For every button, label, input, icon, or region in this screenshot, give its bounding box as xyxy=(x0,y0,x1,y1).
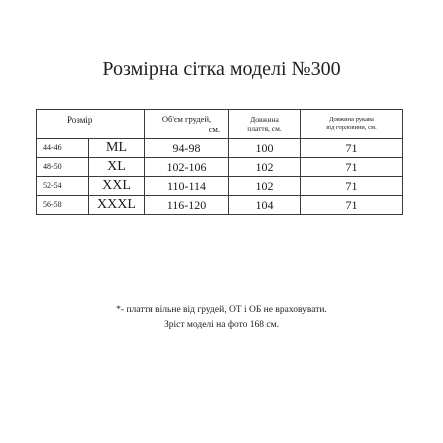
header-length-line1: Довжина xyxy=(250,114,279,124)
header-size: Розмір xyxy=(37,110,145,139)
header-length xyxy=(229,110,301,139)
sleeve-value: 71 xyxy=(301,177,403,196)
size-letter: XXXL xyxy=(89,196,145,215)
table-row xyxy=(37,196,403,215)
bust-value: 94-98 xyxy=(145,139,229,158)
length-value: 102 xyxy=(229,158,301,177)
footnote-model-height: Зріст моделі на фото 168 см. xyxy=(163,320,280,330)
size-letter: XL xyxy=(89,158,145,177)
length-value: 104 xyxy=(229,196,301,215)
header-length-line2: плаття, см. xyxy=(247,124,282,133)
bust-value: 102-106 xyxy=(145,158,229,177)
header-bust-line1: Об'єм грудей, xyxy=(161,113,212,124)
length-value: 102 xyxy=(229,177,301,196)
sleeve-value: 71 xyxy=(301,139,403,158)
table-row xyxy=(37,177,403,196)
size-range: 48-50 xyxy=(37,158,89,177)
header-bust-line2: см. xyxy=(208,124,220,134)
length-value: 100 xyxy=(229,139,301,158)
size-letter: XXL xyxy=(89,177,145,196)
header-sleeve-line1: Довжина рукава xyxy=(329,115,374,123)
table-row xyxy=(37,158,403,177)
table-header-row xyxy=(37,110,403,139)
size-range: 44-46 xyxy=(37,139,89,158)
size-letter: ML xyxy=(89,139,145,158)
header-bust xyxy=(145,110,229,139)
size-range: 56-58 xyxy=(37,196,89,215)
bust-value: 116-120 xyxy=(145,196,229,215)
size-range: 52-54 xyxy=(37,177,89,196)
bust-value: 110-114 xyxy=(145,177,229,196)
size-chart-table xyxy=(36,109,403,215)
table-row xyxy=(37,139,403,158)
sleeve-value: 71 xyxy=(301,196,403,215)
header-sleeve xyxy=(301,110,403,139)
sleeve-value: 71 xyxy=(301,158,403,177)
page-title: Розмірна сітка моделі №300 xyxy=(102,58,341,80)
header-sleeve-line2: від горловини, см. xyxy=(326,124,377,131)
footnote-fit: *- плаття вільне від грудей, ОТ і ОБ не враховувати. xyxy=(116,305,327,315)
